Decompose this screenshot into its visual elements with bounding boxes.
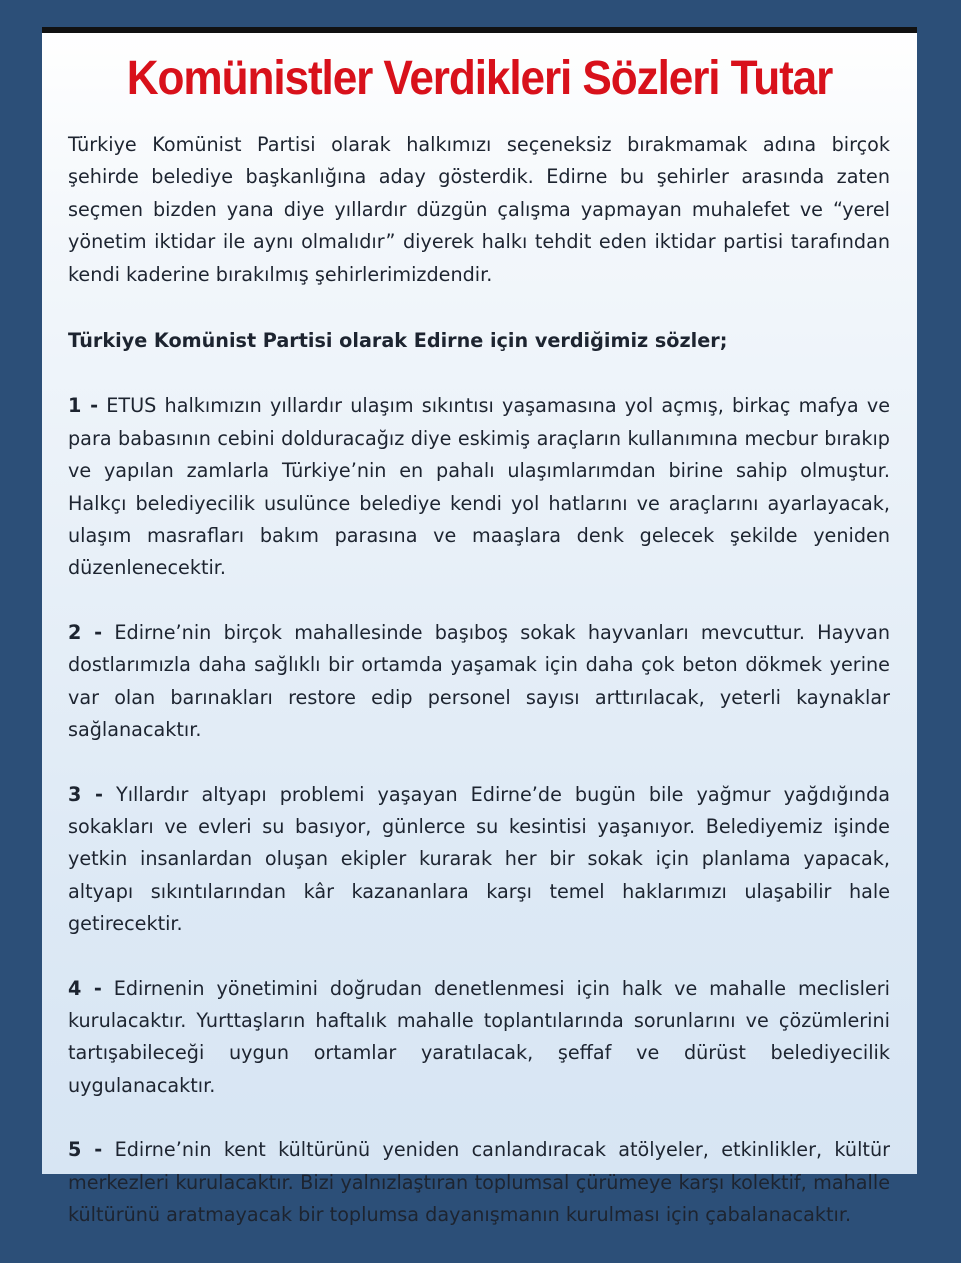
promise-text: Edirne’nin kent kültürünü yeniden canlandıracak atölyeler, etkinlikler, kültür merkezleri kurulacaktır. Bizi yalnızlaştıran toplumsal çürümeye karşı kolektif, mahalle kültürünü aratmayacak bir toplumsa dayanışmanın kurulması için çabalanacaktır. [68,1138,890,1226]
promise-number: 1 - [68,394,99,418]
promise-number: 2 - [68,620,103,644]
promise-item-4 [68,973,890,1103]
leaflet-panel [42,27,917,1226]
promise-number: 5 - [68,1138,103,1162]
promise-text: Yıllardır altyapı problemi yaşayan Edirne’de bugün bile yağmur yağdığında sokakları ve evleri su basıyor, günlerce su kesintisi yaşanıyor. Belediyemiz işinde yetkin insanlardan oluşan ekipler kurarak her bir sokak için planlama yapacak, altyapı sıkıntılarından kâr kazananlara karşı temel haklarımızı ulaşabilir hale getirecektir. [68,782,890,936]
promise-item-2 [68,617,890,747]
promise-text: Edirne’nin birçok mahallesinde başıboş sokak hayvanları mevcuttur. Hayvan dostlarımızla daha sağlıklı bir ortamda yaşamak için daha çok beton dökmek yerine var olan barınakları restore edip personel sayısı arttırılacak, yeterli kaynaklar sağlanacaktır. [68,620,890,742]
intro-paragraph: Türkiye Komünist Partisi olarak halkımızı seçeneksiz bırakmamak adına birçok şehirde belediye başkanlığına aday gösterdik. Edirne bu şehirler arasında zaten seçmen bizden yana diye yıllardır düzgün çalışma yapmayan muhalefet ve “yerel yönetim iktidar ile aynı olmalıdır” diyerek halkı tehdit eden iktidar partisi tarafından kendi kaderine bırakılmış şehirlerimizdendir. [68,133,890,286]
promise-text: ETUS halkımızın yıllardır ulaşım sıkıntısı yaşamasına yol açmış, birkaç mafya ve para babasının cebini dolduracağız diye eskimiş araçların kullanımına mecbur bırakıp ve yapılan zamlarla Türkiye’nin en pahalı ulaşımlarımdan birine sahip olmuştur. Halkçı belediyecilik usulünce belediye kendi yol hatlarını ve araçlarını ayarlayacak, ulaşım masrafları bakım parasına ve maaşlara denk gelecek şekilde yeniden düzenlenecektir. [68,394,891,580]
promise-number: 3 - [68,782,103,806]
promise-item-3 [68,779,890,941]
promises-heading: Türkiye Komünist Partisi olarak Edirne için verdiğimiz sözler; [68,329,728,353]
promise-number: 4 - [68,976,102,1000]
document-body [68,129,890,1263]
top-rule [42,27,917,33]
promise-item-1 [68,390,890,584]
promise-item-5 [68,1134,890,1231]
promise-text: Edirnenin yönetimini doğrudan denetlenmesi için halk ve mahalle meclisleri kurulacaktır. Yurttaşların haftalık mahalle toplantılarında sorunlarını ve çözümlerini tartışabileceği uygun ortamlar yaratılacak, şeffaf ve dürüst belediyecilik uygulanacaktır. [68,976,891,1097]
headline: Komünistler Verdikleri Sözleri Tutar [126,52,833,105]
